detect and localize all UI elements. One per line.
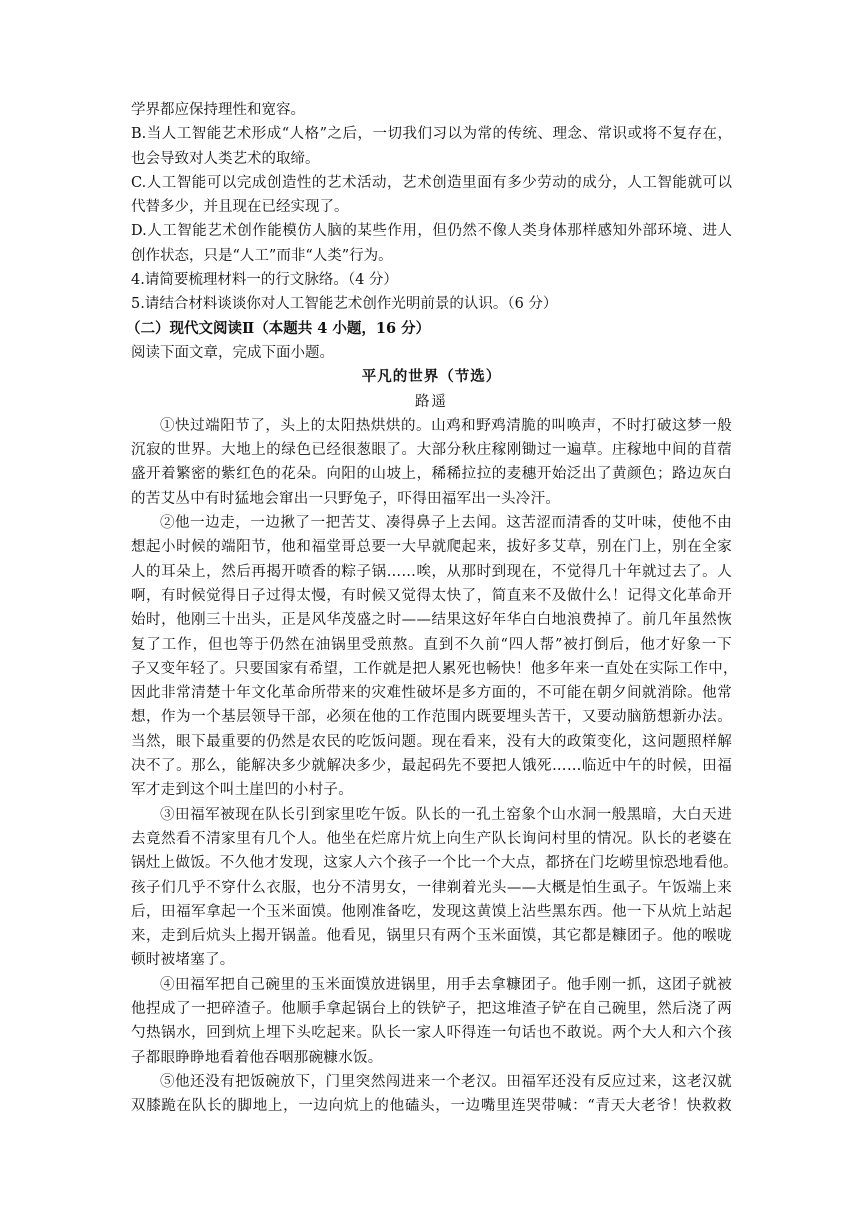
paragraph-line: 锅灶上做饭。不久他才发现，这家人六个孩子一个比一个大点，都挤在门圪崂里惊恐地看他。 xyxy=(131,855,738,872)
article-paragraph xyxy=(131,511,738,803)
paragraph-line: 始时，他刚三十出头，正是风华茂盛之时——结果这好年华白白地浪费掉了。前几年虽然恢 xyxy=(131,612,732,629)
paragraph-line: 去竟然看不清家里有几个人。他坐在烂席片炕上向生产队长询问村里的情况。队长的老婆在 xyxy=(131,830,732,847)
article-body xyxy=(131,414,738,1119)
paragraph-line: 的苦艾丛中有时猛地会窜出一只野兔子，吓得田福军出一头冷汗。 xyxy=(131,490,561,507)
paragraph-line: 想起小时候的端阳节，他和福堂哥总要一大早就爬起来，拔好多艾草，别在门上，别在全家 xyxy=(131,539,732,556)
paragraph-line: ③田福军被现在队长引到家里吃午饭。队长的一孔土窑象个山水洞一般黑暗，大白天进 xyxy=(160,806,732,823)
section-heading: （二）现代文阅读Ⅱ（本题共 4 小题，16 分） xyxy=(126,319,431,337)
paragraph-line: 军才走到这个叫土崖凹的小村子。 xyxy=(131,782,353,799)
paragraph-line: ②他一边走，一边揪了一把苦艾、凑得鼻子上去闻。这苦涩而清香的艾叶味，使他不由 xyxy=(160,515,732,532)
paragraph-line: 顿时被堵塞了。 xyxy=(131,952,235,969)
paragraph-line: 双膝跪在队长的脚地上，一边向炕上的他磕头，一边嘴里连哭带喊：“青天大老爷！快救救 xyxy=(131,1098,732,1115)
paragraph-line: 想，作为一个基层领导干部，必须在他的工作范围内既要埋头苦干，又要动脑筋想新办法。 xyxy=(131,709,732,726)
paragraph-line: 他捏成了一把碎渣子。他顺手拿起锅台上的铁铲子，把这堆渣子铲在自己碗里，然后浇了两 xyxy=(131,1000,732,1017)
paragraph-line: ④田福军把自己碗里的玉米面馍放进锅里，用手去拿糠团子。他手刚一抓，这团子就被 xyxy=(160,976,732,993)
article-title: 平凡的世界（节选） xyxy=(361,368,502,386)
paragraph-line: 人的耳朵上，然后再揭开喷香的粽子锅……唉，从那时到现在，不觉得几十年就过去了。人 xyxy=(131,563,732,580)
question-4: 4.请简要梳理材料一的行文脉络。（4 分） xyxy=(131,272,398,289)
article-paragraph xyxy=(131,973,732,1070)
question3-tail-line: 学界都应保持理性和宽容。 xyxy=(131,102,305,118)
paragraph-line: 复了工作，但也等于仍然在油锅里受煎熬。直到不久前“四人帮”被打倒后，他才好象一下 xyxy=(131,636,732,653)
answer-option-line: 创作状态，只是“人工”而非“人类”行为。 xyxy=(131,247,393,264)
article-author: 路遥 xyxy=(415,393,448,410)
paragraph-line: 啊，有时候觉得日子过得太慢，有时候又觉得太快了，简直来不及做什么！记得文化革命开 xyxy=(131,587,732,604)
paragraph-line: 孩子们几乎不穿什么衣服，也分不清男女，一律剃着光头——大概是怕生虱子。午饭端上来 xyxy=(131,879,732,896)
paragraph-line: 后，田福军拿起一个玉米面馍。他刚准备吃，发现这黄馍上沾些黑东西。他一下从炕上站起 xyxy=(131,903,732,920)
article-paragraph xyxy=(131,414,732,511)
article-paragraph xyxy=(131,803,738,973)
paragraph-line: 沉寂的世界。大地上的绿色已经很葱眼了。大部分秋庄稼刚锄过一遍草。庄稼地中间的苜蓿 xyxy=(131,442,732,459)
paragraph-line: 决不了。那么，能解决多少就解决多少，最起码先不要把人饿死……临近中午的时候，田福 xyxy=(131,758,732,775)
document-content xyxy=(126,98,738,1118)
answer-option-line: 代替多少，并且现在已经实现了。 xyxy=(131,199,349,216)
paragraph-line: 子又变年轻了。只要国家有希望，工作就是把人累死也畅快！他多年来一直处在实际工作中， xyxy=(131,660,738,677)
paragraph-line: ①快过端阳节了，头上的太阳热烘烘的。山鸡和野鸡清脆的叫唤声，不时打破这梦一般 xyxy=(160,417,732,434)
reading-instruction: 阅读下面文章，完成下面小题。 xyxy=(131,344,334,361)
answer-option-line: 也会导致对人类艺术的取缔。 xyxy=(131,150,320,167)
paragraph-line: 子都眼睁睁地看着他吞咽那碗糠水饭。 xyxy=(131,1049,383,1066)
paragraph-line: 当然，眼下最重要的仍然是农民的吃饭问题。现在看来，没有大的政策变化，这问题照样解 xyxy=(131,733,732,750)
answer-option-line: B.当人工智能艺术形成“人格”之后，一切我们习以为常的传统、理念、常识或将不复存在， xyxy=(131,126,732,143)
paragraph-line: 因此非常清楚十年文化革命所带来的灾难性破坏是多方面的，不可能在朝夕间就消除。他常 xyxy=(131,685,732,702)
paragraph-line: ⑤他还没有把饭碗放下，门里突然闯进来一个老汉。田福军还没有反应过来，这老汉就 xyxy=(160,1073,732,1090)
answer-option-line: D.人工智能艺术创作能模仿人脑的某些作用，但仍然不像人类身体那样感知外部环境、进人 xyxy=(131,223,732,240)
answer-option xyxy=(131,122,732,171)
question-5: 5.请结合材料谈谈你对人工智能艺术创作光明前景的认识。（6 分） xyxy=(131,296,558,313)
paragraph-line: 来，走到后炕头上揭开锅盖。他看见，锅里只有两个玉米面馍，其它都是糠团子。他的喉咙 xyxy=(131,928,732,945)
article-paragraph xyxy=(131,1070,732,1119)
paragraph-line: 勺热锅水，回到炕上埋下头吃起来。队长一家人吓得连一句话也不敢说。两个大人和六个孩 xyxy=(131,1025,732,1042)
answer-option xyxy=(131,219,732,268)
answer-option-line: C.人工智能可以完成创造性的艺术活动，艺术创造里面有多少劳动的成分，人工智能就可以 xyxy=(131,174,732,191)
paragraph-line: 盛开着繁密的紫红色的花朵。向阳的山坡上，稀稀拉拉的麦穗开始泛出了黄颜色；路边灰白 xyxy=(131,466,732,483)
answer-option xyxy=(131,171,732,220)
